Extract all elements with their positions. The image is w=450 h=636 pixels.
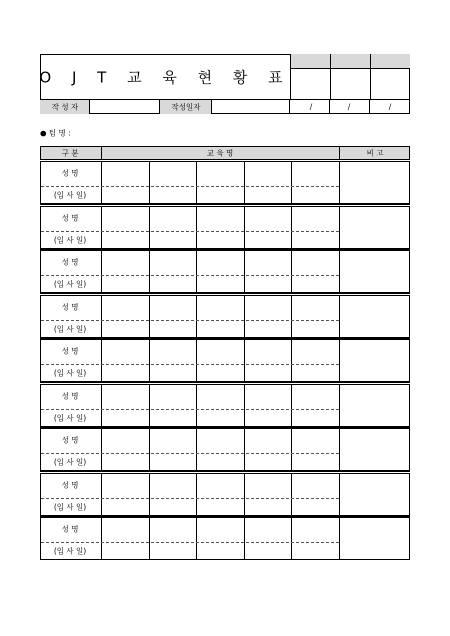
course-cell-lower[interactable] xyxy=(150,543,196,559)
writer-value-field[interactable] xyxy=(90,100,160,114)
approval-sign-cell-2[interactable] xyxy=(330,69,370,100)
course-cell-upper[interactable] xyxy=(150,385,196,409)
join-date-label: (입 사 일) xyxy=(53,502,87,511)
approval-sign-cell-1[interactable] xyxy=(290,69,330,100)
column-header-division: 구 분 xyxy=(61,148,79,158)
course-cell-lower[interactable] xyxy=(150,321,196,337)
course-cell-lower[interactable] xyxy=(150,276,196,292)
course-cell-lower[interactable] xyxy=(197,499,244,515)
approval-sign-cell-3[interactable] xyxy=(370,69,410,100)
course-cell-upper[interactable] xyxy=(197,207,244,231)
join-date-label: (입 사 일) xyxy=(53,413,87,422)
course-cell-lower[interactable] xyxy=(245,187,291,203)
course-cell-upper[interactable] xyxy=(102,340,149,364)
group-separator xyxy=(40,516,410,517)
course-cell-lower[interactable] xyxy=(102,187,149,203)
course-cell-upper[interactable] xyxy=(150,296,196,320)
course-cell-upper[interactable] xyxy=(292,518,339,542)
header-divider-1 xyxy=(101,146,102,160)
course-cell-lower[interactable] xyxy=(102,543,149,559)
writer-label: 작 성 자 xyxy=(51,102,79,112)
course-cell-upper[interactable] xyxy=(197,429,244,453)
header-divider-2 xyxy=(339,146,340,160)
course-cell-upper[interactable] xyxy=(292,296,339,320)
course-cell-upper[interactable] xyxy=(245,385,291,409)
course-cell-upper[interactable] xyxy=(197,385,244,409)
course-cell-lower[interactable] xyxy=(150,410,196,426)
course-cell-upper[interactable] xyxy=(150,474,196,498)
course-cell-upper[interactable] xyxy=(245,162,291,186)
join-date-label: (입 사 일) xyxy=(53,235,87,244)
course-cell-upper[interactable] xyxy=(102,385,149,409)
course-cell-lower[interactable] xyxy=(102,365,149,381)
remarks-cell[interactable] xyxy=(340,429,409,470)
course-cell-upper[interactable] xyxy=(292,340,339,364)
course-cell-lower[interactable] xyxy=(102,410,149,426)
course-cell-upper[interactable] xyxy=(245,207,291,231)
name-label: 성 명 xyxy=(61,435,79,445)
date-label: 작성일자 xyxy=(171,102,201,112)
course-cell-upper[interactable] xyxy=(197,474,244,498)
approval-grid-header-2 xyxy=(330,54,370,69)
course-cell-upper[interactable] xyxy=(197,296,244,320)
course-cell-upper[interactable] xyxy=(245,429,291,453)
course-cell-lower[interactable] xyxy=(197,321,244,337)
remarks-cell[interactable] xyxy=(340,385,409,426)
join-date-label: (입 사 일) xyxy=(53,546,87,556)
course-cell-upper[interactable] xyxy=(102,474,149,498)
document-title: O J T 교 육 현 황 표 xyxy=(39,68,291,87)
course-cell-upper[interactable] xyxy=(245,518,291,542)
course-cell-lower[interactable] xyxy=(292,276,339,292)
group-separator xyxy=(40,293,410,294)
course-cell-upper[interactable] xyxy=(102,207,149,231)
name-label: 성 명 xyxy=(61,302,79,311)
course-cell-lower[interactable] xyxy=(292,365,339,381)
course-cell-upper[interactable] xyxy=(292,207,339,231)
date-value-field[interactable] xyxy=(212,100,290,114)
course-cell-upper[interactable] xyxy=(245,296,291,320)
course-cell-lower[interactable] xyxy=(292,410,339,426)
course-cell-upper[interactable] xyxy=(102,296,149,320)
approval-grid-header-1 xyxy=(290,54,330,69)
course-cell-lower[interactable] xyxy=(292,232,339,248)
course-cell-lower[interactable] xyxy=(245,499,291,515)
course-cell-lower[interactable] xyxy=(292,543,339,559)
group-separator xyxy=(40,471,410,472)
group-separator xyxy=(40,204,410,205)
course-cell-upper[interactable] xyxy=(197,251,244,275)
approval-grid-header-3 xyxy=(370,54,410,69)
course-cell-lower[interactable] xyxy=(292,454,339,470)
course-cell-upper[interactable] xyxy=(150,340,196,364)
column-header-course: 교 육 명 xyxy=(206,148,234,158)
course-cell-upper[interactable] xyxy=(245,474,291,498)
course-cell-lower[interactable] xyxy=(150,454,196,470)
course-cell-lower[interactable] xyxy=(102,321,149,337)
course-cell-lower[interactable] xyxy=(245,543,291,559)
course-cell-upper[interactable] xyxy=(102,518,149,542)
course-cell-lower[interactable] xyxy=(150,499,196,515)
course-cell-upper[interactable] xyxy=(150,429,196,453)
course-cell-upper[interactable] xyxy=(197,518,244,542)
course-cell-lower[interactable] xyxy=(245,454,291,470)
remarks-cell[interactable] xyxy=(340,518,409,559)
date-slash-2: / xyxy=(347,102,351,112)
name-label: 성 명 xyxy=(61,257,79,267)
course-cell-lower[interactable] xyxy=(150,187,196,203)
course-cell-upper[interactable] xyxy=(245,340,291,364)
course-cell-lower[interactable] xyxy=(245,410,291,426)
team-name-field[interactable] xyxy=(80,127,200,139)
course-cell-upper[interactable] xyxy=(245,251,291,275)
course-cell-lower[interactable] xyxy=(102,232,149,248)
join-date-label: (입 사 일) xyxy=(53,190,87,200)
course-cell-upper[interactable] xyxy=(150,162,196,186)
remarks-cell[interactable] xyxy=(340,340,409,381)
course-cell-lower[interactable] xyxy=(197,187,244,203)
name-label: 성 명 xyxy=(61,346,79,356)
course-cell-lower[interactable] xyxy=(150,232,196,248)
course-cell-upper[interactable] xyxy=(150,251,196,275)
course-cell-lower[interactable] xyxy=(197,543,244,559)
remarks-cell[interactable] xyxy=(340,474,409,515)
course-cell-upper[interactable] xyxy=(150,518,196,542)
join-date-label: (입 사 일) xyxy=(53,368,87,378)
course-cell-upper[interactable] xyxy=(102,429,149,453)
name-label: 성 명 xyxy=(61,480,79,489)
course-cell-lower[interactable] xyxy=(292,187,339,203)
join-date-label: (입 사 일) xyxy=(53,457,87,467)
course-cell-upper[interactable] xyxy=(150,207,196,231)
remarks-cell[interactable] xyxy=(340,251,409,292)
course-cell-lower[interactable] xyxy=(292,499,339,515)
course-cell-upper[interactable] xyxy=(197,162,244,186)
course-cell-lower[interactable] xyxy=(102,499,149,515)
join-date-label: (입 사 일) xyxy=(53,279,87,289)
course-cell-lower[interactable] xyxy=(150,365,196,381)
course-cell-lower[interactable] xyxy=(102,454,149,470)
name-label: 성 명 xyxy=(61,524,79,534)
group-separator xyxy=(40,382,410,383)
date-slash-3: / xyxy=(388,102,392,112)
course-cell-lower[interactable] xyxy=(197,410,244,426)
course-cell-lower[interactable] xyxy=(197,276,244,292)
course-cell-lower[interactable] xyxy=(245,276,291,292)
course-cell-upper[interactable] xyxy=(292,474,339,498)
remarks-cell[interactable] xyxy=(340,207,409,248)
course-cell-upper[interactable] xyxy=(292,429,339,453)
course-cell-lower[interactable] xyxy=(197,454,244,470)
course-cell-lower[interactable] xyxy=(245,365,291,381)
name-label: 성 명 xyxy=(61,168,79,178)
course-cell-upper[interactable] xyxy=(292,385,339,409)
date-slash-1: / xyxy=(309,102,313,112)
remarks-cell[interactable] xyxy=(340,296,409,337)
group-separator xyxy=(40,338,410,339)
course-cell-upper[interactable] xyxy=(292,162,339,186)
course-cell-upper[interactable] xyxy=(292,251,339,275)
group-separator xyxy=(40,427,410,428)
remarks-cell[interactable] xyxy=(340,162,409,203)
course-cell-lower[interactable] xyxy=(197,232,244,248)
course-cell-lower[interactable] xyxy=(292,321,339,337)
course-cell-lower[interactable] xyxy=(245,232,291,248)
course-cell-lower[interactable] xyxy=(245,321,291,337)
course-cell-lower[interactable] xyxy=(102,276,149,292)
name-label: 성 명 xyxy=(61,213,79,222)
name-label: 성 명 xyxy=(61,391,79,400)
course-cell-upper[interactable] xyxy=(197,340,244,364)
team-label: ● 팀 명 : xyxy=(40,128,71,138)
group-separator xyxy=(40,249,410,250)
course-cell-upper[interactable] xyxy=(102,162,149,186)
join-date-label: (입 사 일) xyxy=(53,324,87,333)
course-cell-lower[interactable] xyxy=(197,365,244,381)
course-cell-upper[interactable] xyxy=(102,251,149,275)
column-header-remarks: 비 고 xyxy=(366,148,384,158)
